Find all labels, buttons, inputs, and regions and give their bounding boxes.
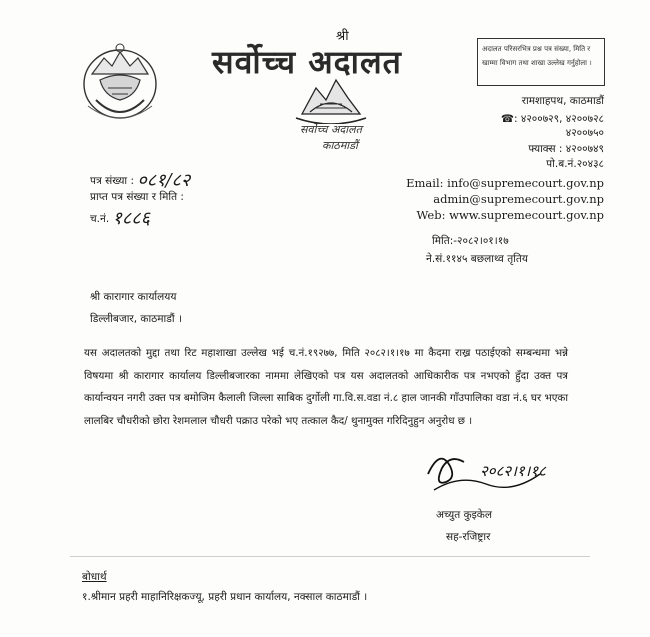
address-phone-2: ४२००७५०: [565, 127, 604, 139]
divider: [70, 556, 590, 557]
court-seal-icon: [292, 74, 370, 124]
signer-name: अच्युत कुइकेल: [436, 509, 492, 521]
prapta-patra-label: प्राप्त पत्र संख्या र मिति :: [90, 191, 184, 203]
notice-box: अदालत परिसरभित्र प्रश्न पत्र संख्या, मिति र खाम्मा विभाग तथा शाखा उल्लेख गर्नुहोला ।: [477, 38, 605, 86]
seal-caption-court: सर्वोच्च अदालत: [300, 123, 362, 136]
address-fax: फ्याक्स : ४२००७४९: [528, 143, 604, 155]
address-street: रामशाहपथ, काठमाडौं: [521, 95, 604, 107]
patra-sankhya-label: पत्र संख्या :: [90, 175, 135, 187]
address-po-box: पो.ब.नं.२०४३८: [546, 158, 604, 170]
signature-date: २०८२।१।१८: [480, 462, 546, 480]
letter-body: यस अदालतको मुद्दा तथा रिट महाशाखा उल्लेख भई च.नं.१९२७७, मिति २०८२।१।१७ मा कैदमा राख्र पठाईएको सम्बन्धमा भन्ने विषयमा श्री कारागार कार्यालय डिल्लीबजारका नाममा लेखिएको पत्र यस अदालतको आधिकारीक पत्र नभएको हुँदा उक्त पत्र कार्यान्वयन नगरी उक्त पत्र बमोजिम कैलाली जिल्ला साबिक दुर्गोली गा.वि.स.वडा नं.८ हाल जानकी गाँउपालिका वडा नं.६ घर भएका लालबिर चौधरीको छोरा रेशमलाल चौधरी पक्राउ परेको भए तत्काल कैद/ थुनामुक्त गरिदिनुहुन अनुरोध छ ।: [84, 347, 568, 427]
email-admin[interactable]: admin@supremecourt.gov.np: [433, 192, 604, 206]
addressee-line-2: डिल्लीबजार, काठमाडौं ।: [90, 313, 182, 325]
patra-sankhya: [90, 168, 190, 192]
address-phone-1: ☎: ४२००७२९, ४२००७२८: [500, 113, 604, 125]
salutation-shri: श्री: [336, 29, 349, 44]
nepal-sambat-date: ने.सं.११४५ बछलाथ्व तृतिय: [426, 253, 528, 265]
addressee-line-1: श्री कारागार कार्यालयय: [90, 291, 177, 303]
chalani-label: च.नं.: [90, 213, 110, 225]
signer-title: सह-रजिष्ट्रार: [446, 531, 491, 543]
court-name-heading: सर्वोच्च अदालत: [212, 43, 402, 81]
handwritten-signature-icon: [420, 444, 570, 506]
seal-caption-city: काठमाडौं: [322, 139, 358, 152]
nepal-emblem-icon: [78, 40, 162, 122]
website-link[interactable]: Web: www.supremecourt.gov.np: [416, 208, 604, 222]
cc-recipient-1: १.श्रीमान प्रहरी माहानिरिक्षकज्यू, प्रहरी प्रधान कार्यालय, नक्साल काठमाडौं ।: [82, 591, 368, 603]
bodhartha-heading: बोधार्थ: [82, 571, 107, 583]
patra-sankhya-value: ०८१/८२: [137, 170, 191, 191]
email-info[interactable]: Email: info@supremecourt.gov.np: [406, 176, 604, 190]
chalani-value: १८८६: [112, 208, 150, 229]
letter-date: मिति:-२०८२।०१।१७: [432, 235, 509, 247]
chalani-number: [90, 206, 150, 230]
